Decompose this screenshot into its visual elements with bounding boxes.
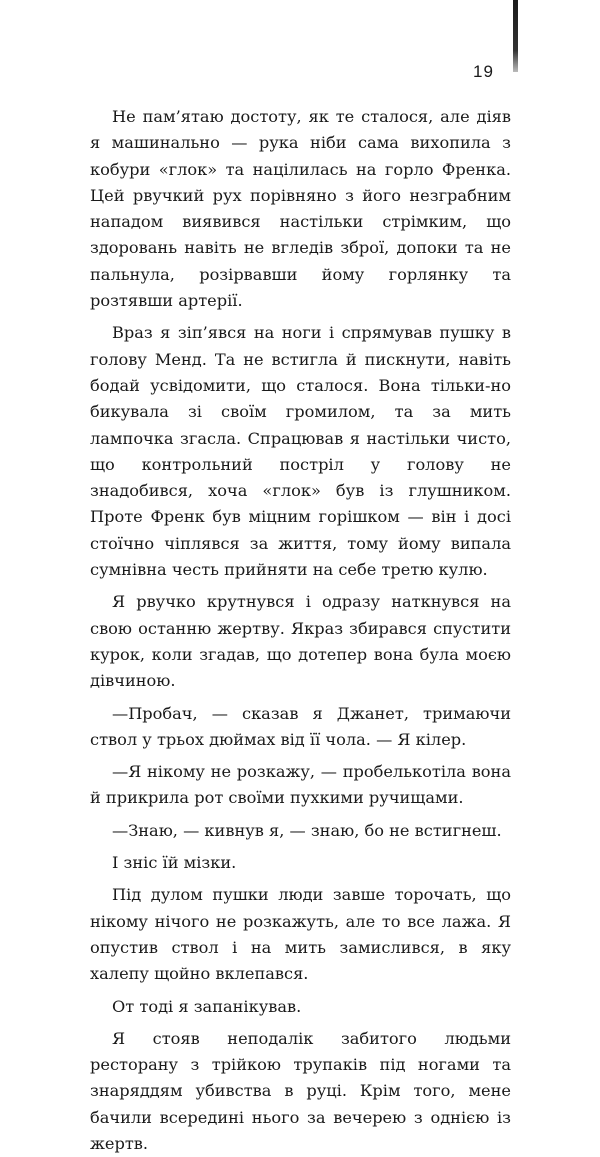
paragraph: Не пам’ятаю достоту, як те сталося, але діяв я машинально — рука ніби сама вихопила з кобури «глок» та націлилась на горло Френка. Цей рвучкий рух порівняно з його незграбним нападом виявився настільки стрімким, що здоровань навіть не вгледів зброї, допоки та не пальнула, розірвавши йому горлянку та розтявши артерії. bbox=[90, 107, 511, 311]
paragraph: Я стояв неподалік забитого людьми ресторану з трійкою трупаків під ногами та знаряддям убивства в руці. Крім того, мене бачили всередині нього за вечерею з однією із жертв. bbox=[90, 1028, 511, 1153]
page-edge-mark bbox=[513, 0, 518, 72]
page-number: 19 bbox=[473, 62, 494, 81]
paragraph: Під дулом пушки люди завше торочать, що нікому нічого не розкажуть, але то все лажа. Я опустив ствол і на мить замислився, в яку халепу щойно вклепався. bbox=[90, 885, 511, 984]
paragraph: Я рвучко крутнувся і одразу наткнувся на свою останню жертву. Якраз збирався спустити курок, коли згадав, що дотепер вона була моєю дівчиною. bbox=[90, 592, 511, 691]
paragraph: І зніс їй мізки. bbox=[112, 853, 237, 873]
body-text bbox=[90, 104, 511, 1157]
paragraph: Враз я зіп’явся на ноги і спрямував пушку в голову Менд. Та не встигла й пискнути, навіть бодай усвідомити, що сталося. Вона тільки-но бикувала зі своїм громилом, та за мить лампочка згасла. Спрацював я настільки чисто, що контрольний постріл у голову не знадобився, хоча «глок» був із глушником. Проте Френк був міцним горішком — він і досі стоїчно чіплявся за життя, тому йому випала сумнівна честь прийняти на себе третю кулю. bbox=[90, 323, 511, 580]
paragraph: —Знаю, — кивнув я, — знаю, бо не встигнеш. bbox=[112, 820, 502, 840]
paragraph: —Пробач, — сказав я Джанет, тримаючи ствол у трьох дюймах від її чола. — Я кілер. bbox=[90, 703, 511, 749]
paragraph: От тоді я запанікував. bbox=[112, 996, 302, 1016]
paragraph: —Я нікому не розкажу, — пробелькотіла вона й прикрила рот своїми пухкими ручищами. bbox=[90, 762, 511, 808]
